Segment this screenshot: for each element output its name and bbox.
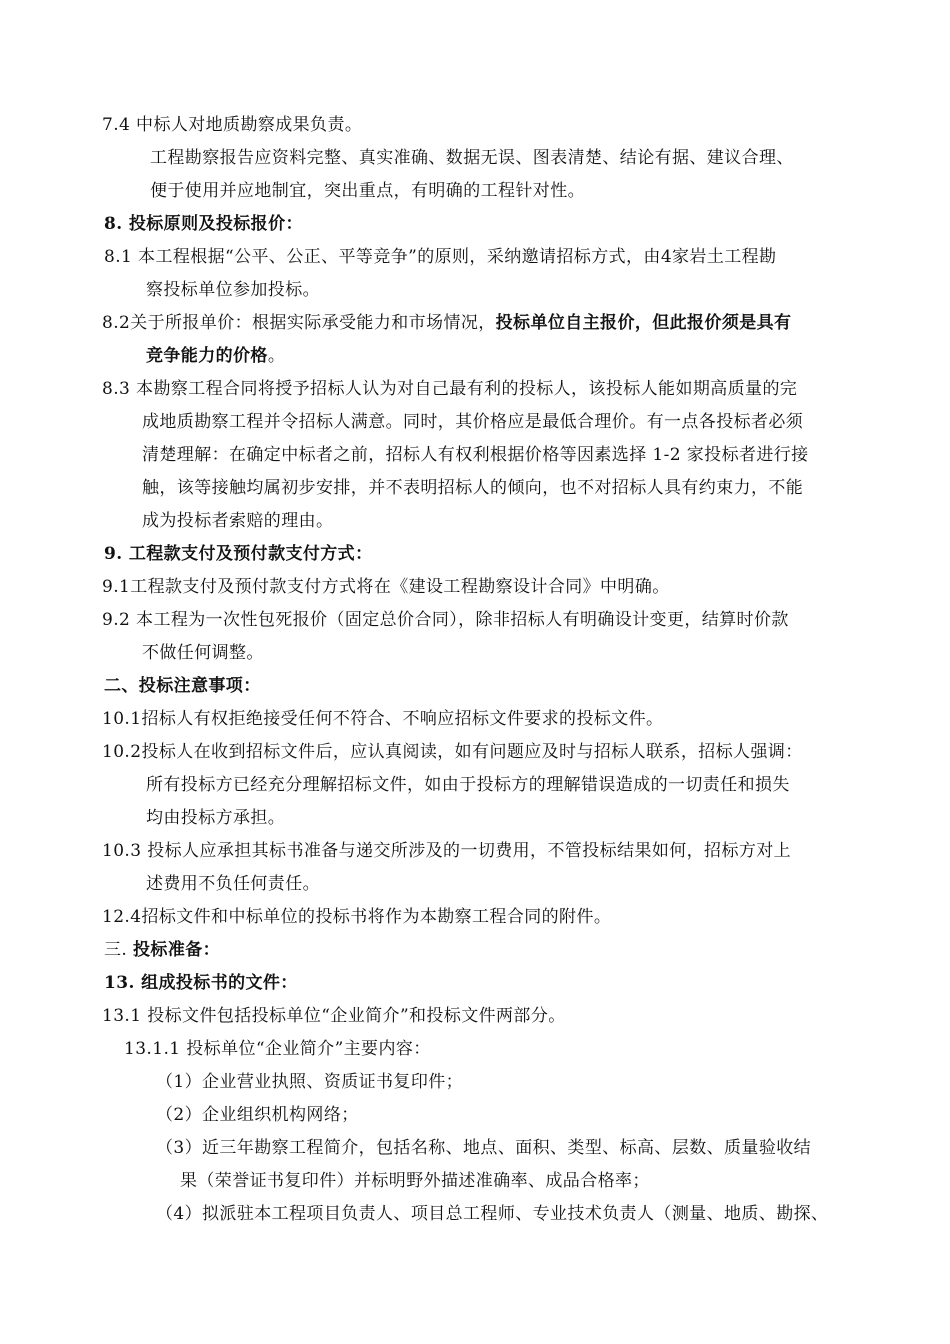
clause-7-4: 7.4 中标人对地质勘察成果负责。 [102, 115, 363, 135]
clause-12-4: 12.4招标文件和中标单位的投标书将作为本勘察工程合同的附件。 [102, 907, 612, 927]
clause-8-2-bold: 投标单位自主报价，但此报价须是具有 [495, 313, 792, 333]
clause-8-1: 8.1 本工程根据“公平、公正、平等竞争”的原则，采纳邀请招标方式，由4家岩土工程勘 [104, 247, 777, 267]
list-item-4: （4）拟派驻本工程项目负责人、项目总工程师、专业技术负责人（测量、地质、勘探、 [156, 1204, 829, 1224]
clause-9-1: 9.1工程款支付及预付款支付方式将在《建设工程勘察设计合同》中明确。 [102, 577, 670, 597]
clause-13-1: 13.1 投标文件包括投标单位“企业简介”和投标文件两部分。 [102, 1006, 566, 1026]
clause-9-2: 9.2 本工程为一次性包死报价（固定总价合同），除非招标人有明确设计变更，结算时价款 [102, 610, 789, 630]
paragraph-line: 工程勘察报告应资料完整、真实准确、数据无误、图表清楚、结论有据、建议合理、 [150, 148, 794, 168]
paragraph-line: 不做任何调整。 [142, 643, 264, 663]
clause-8-3: 8.3 本勘察工程合同将授予招标人认为对自己最有利的投标人，该投标人能如期高质量的完 [102, 379, 798, 399]
paragraph-line: 便于使用并应地制宜，突出重点，有明确的工程针对性。 [150, 181, 585, 201]
list-item-1: （1）企业营业执照、资质证书复印件； [156, 1072, 464, 1092]
section-heading-8: 8. 投标原则及投标报价： [104, 214, 303, 234]
clause-8-2-continued [146, 345, 285, 367]
bold-text: 竞争能力的价格 [146, 346, 268, 366]
paragraph-line: 察投标单位参加投标。 [146, 280, 320, 300]
paragraph-line: 清楚理解：在确定中标者之前，招标人有权利根据价格等因素选择 1-2 家投标者进行接 [142, 445, 809, 465]
section-heading-13: 13. 组成投标书的文件： [104, 973, 298, 993]
clause-8-2 [102, 312, 791, 334]
clause-10-1: 10.1招标人有权拒绝接受任何不符合、不响应招标文件要求的投标文件。 [102, 709, 664, 729]
paragraph-line: 成地质勘察工程并令招标人满意。同时，其价格应是最低合理价。有一点各投标者必须 [142, 412, 804, 432]
paragraph-line: 果（荣誉证书复印件）并标明野外描述准确率、成品合格率； [180, 1171, 650, 1191]
paragraph-line: 所有投标方已经充分理解招标文件，如由于投标方的理解错误造成的一切责任和损失 [146, 775, 790, 795]
clause-10-3: 10.3 投标人应承担其标书准备与递交所涉及的一切费用，不管投标结果如何，招标方对上 [102, 841, 792, 861]
section-heading-2: 二、投标注意事项： [104, 676, 261, 696]
clause-13-1-1: 13.1.1 投标单位“企业简介”主要内容： [124, 1039, 431, 1059]
list-item-2: （2）企业组织机构网络； [156, 1105, 359, 1125]
section-heading-3 [104, 939, 220, 961]
clause-10-2: 10.2投标人在收到招标文件后，应认真阅读，如有问题应及时与招标人联系，招标人强调： [102, 742, 803, 762]
heading-title: 投标准备： [133, 940, 221, 960]
clause-8-2-text: 8.2关于所报单价：根据实际承受能力和市场情况， [102, 313, 496, 333]
punctuation: 。 [267, 346, 286, 366]
paragraph-line: 述费用不负任何责任。 [146, 874, 320, 894]
paragraph-line: 均由投标方承担。 [146, 808, 286, 828]
list-item-3: （3）近三年勘察工程简介，包括名称、地点、面积、类型、标高、层数、质量验收结 [156, 1138, 812, 1158]
section-heading-9: 9. 工程款支付及预付款支付方式： [104, 544, 373, 564]
paragraph-line: 成为投标者索赔的理由。 [142, 511, 334, 531]
heading-number: 三. [104, 940, 134, 960]
paragraph-line: 触，该等接触均属初步安排，并不表明招标人的倾向，也不对招标人具有约束力，不能 [142, 478, 804, 498]
